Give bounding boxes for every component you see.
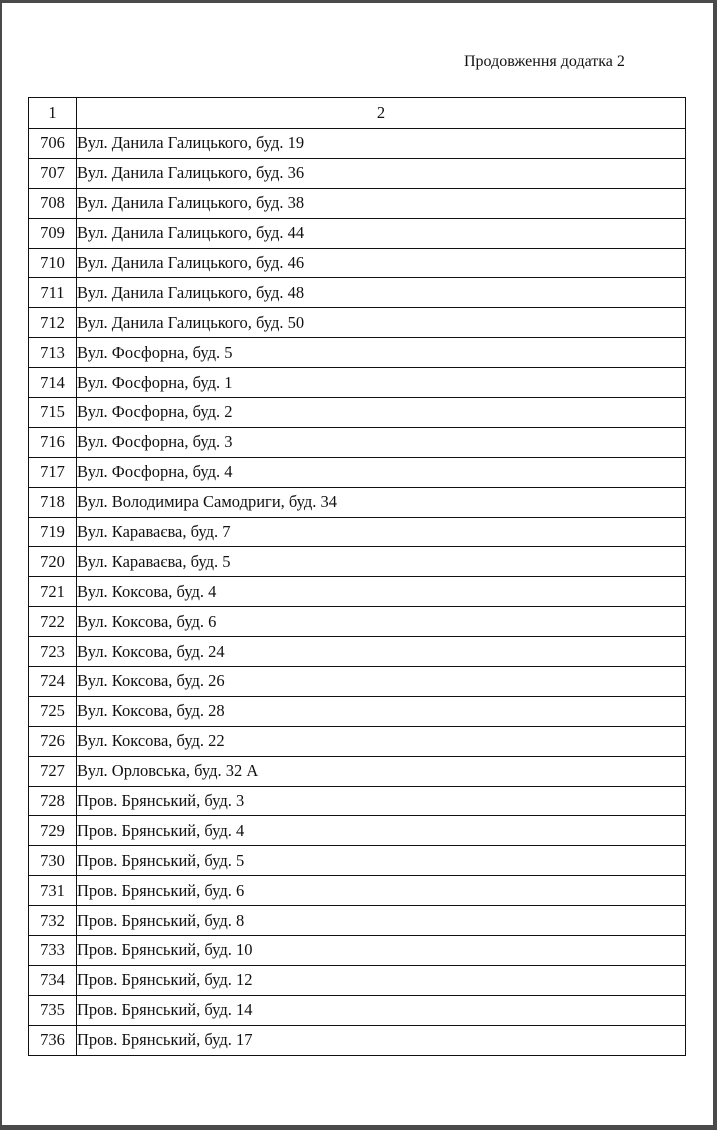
row-number-cell: 721 [29, 577, 77, 607]
table-row [29, 427, 686, 457]
address-cell: Вул. Данила Галицького, буд. 38 [77, 188, 686, 218]
address-cell: Пров. Брянський, буд. 5 [77, 846, 686, 876]
address-cell: Вул. Данила Галицького, буд. 44 [77, 218, 686, 248]
table-row [29, 936, 686, 966]
row-number-cell: 714 [29, 368, 77, 398]
address-cell: Вул. Володимира Самодриги, буд. 34 [77, 487, 686, 517]
row-number-cell: 727 [29, 756, 77, 786]
address-cell: Вул. Данила Галицького, буд. 50 [77, 308, 686, 338]
row-number-cell: 719 [29, 517, 77, 547]
table-row [29, 726, 686, 756]
column-header-number: 1 [29, 98, 77, 129]
table-row [29, 368, 686, 398]
address-cell: Пров. Брянський, буд. 10 [77, 936, 686, 966]
table-row [29, 965, 686, 995]
table-row [29, 338, 686, 368]
address-cell: Пров. Брянський, буд. 8 [77, 906, 686, 936]
table-row [29, 667, 686, 697]
table-row [29, 547, 686, 577]
table-row [29, 846, 686, 876]
document-page [2, 3, 713, 1125]
address-cell: Вул. Данила Галицького, буд. 48 [77, 278, 686, 308]
address-cell: Пров. Брянський, буд. 17 [77, 1025, 686, 1055]
table-row [29, 218, 686, 248]
table-row [29, 577, 686, 607]
address-cell: Пров. Брянський, буд. 4 [77, 816, 686, 846]
row-number-cell: 720 [29, 547, 77, 577]
address-cell: Пров. Брянський, буд. 6 [77, 876, 686, 906]
address-cell: Вул. Фосфорна, буд. 3 [77, 427, 686, 457]
row-number-cell: 724 [29, 667, 77, 697]
table-body [29, 129, 686, 1056]
table-row [29, 487, 686, 517]
address-cell: Вул. Данила Галицького, буд. 36 [77, 158, 686, 188]
address-cell: Вул. Караваєва, буд. 5 [77, 547, 686, 577]
continuation-label: Продовження додатка 2 [464, 53, 625, 70]
address-cell: Вул. Фосфорна, буд. 2 [77, 398, 686, 428]
table-row [29, 637, 686, 667]
row-number-cell: 718 [29, 487, 77, 517]
row-number-cell: 723 [29, 637, 77, 667]
row-number-cell: 730 [29, 846, 77, 876]
row-number-cell: 732 [29, 906, 77, 936]
address-cell: Вул. Коксова, буд. 6 [77, 607, 686, 637]
address-cell: Вул. Коксова, буд. 28 [77, 696, 686, 726]
row-number-cell: 736 [29, 1025, 77, 1055]
row-number-cell: 717 [29, 457, 77, 487]
table-row [29, 786, 686, 816]
address-cell: Вул. Коксова, буд. 26 [77, 667, 686, 697]
address-cell: Вул. Коксова, буд. 4 [77, 577, 686, 607]
row-number-cell: 726 [29, 726, 77, 756]
row-number-cell: 709 [29, 218, 77, 248]
address-cell: Пров. Брянський, буд. 14 [77, 995, 686, 1025]
table-row [29, 756, 686, 786]
table-row [29, 308, 686, 338]
table-row [29, 129, 686, 159]
row-number-cell: 708 [29, 188, 77, 218]
table-row [29, 457, 686, 487]
table-row [29, 607, 686, 637]
row-number-cell: 711 [29, 278, 77, 308]
address-cell: Вул. Коксова, буд. 22 [77, 726, 686, 756]
table-row [29, 995, 686, 1025]
row-number-cell: 722 [29, 607, 77, 637]
table-row [29, 906, 686, 936]
address-cell: Вул. Орловська, буд. 32 А [77, 756, 686, 786]
row-number-cell: 731 [29, 876, 77, 906]
row-number-cell: 728 [29, 786, 77, 816]
row-number-cell: 729 [29, 816, 77, 846]
table-row [29, 1025, 686, 1055]
address-cell: Пров. Брянський, буд. 3 [77, 786, 686, 816]
address-cell: Вул. Фосфорна, буд. 1 [77, 368, 686, 398]
address-cell: Вул. Фосфорна, буд. 5 [77, 338, 686, 368]
row-number-cell: 715 [29, 398, 77, 428]
table-row [29, 278, 686, 308]
address-cell: Вул. Фосфорна, буд. 4 [77, 457, 686, 487]
table-row [29, 398, 686, 428]
table-row [29, 248, 686, 278]
row-number-cell: 706 [29, 129, 77, 159]
address-cell: Пров. Брянський, буд. 12 [77, 965, 686, 995]
table-row [29, 696, 686, 726]
table-row [29, 158, 686, 188]
row-number-cell: 716 [29, 427, 77, 457]
table-row [29, 188, 686, 218]
row-number-cell: 725 [29, 696, 77, 726]
address-cell: Вул. Данила Галицького, буд. 46 [77, 248, 686, 278]
table-row [29, 876, 686, 906]
row-number-cell: 712 [29, 308, 77, 338]
row-number-cell: 713 [29, 338, 77, 368]
address-cell: Вул. Караваєва, буд. 7 [77, 517, 686, 547]
row-number-cell: 735 [29, 995, 77, 1025]
address-cell: Вул. Данила Галицького, буд. 19 [77, 129, 686, 159]
address-table [28, 97, 686, 1056]
row-number-cell: 707 [29, 158, 77, 188]
column-header-address: 2 [77, 98, 686, 129]
table-row [29, 816, 686, 846]
row-number-cell: 710 [29, 248, 77, 278]
row-number-cell: 733 [29, 936, 77, 966]
table-row [29, 517, 686, 547]
address-cell: Вул. Коксова, буд. 24 [77, 637, 686, 667]
table-header-row [29, 98, 686, 129]
row-number-cell: 734 [29, 965, 77, 995]
